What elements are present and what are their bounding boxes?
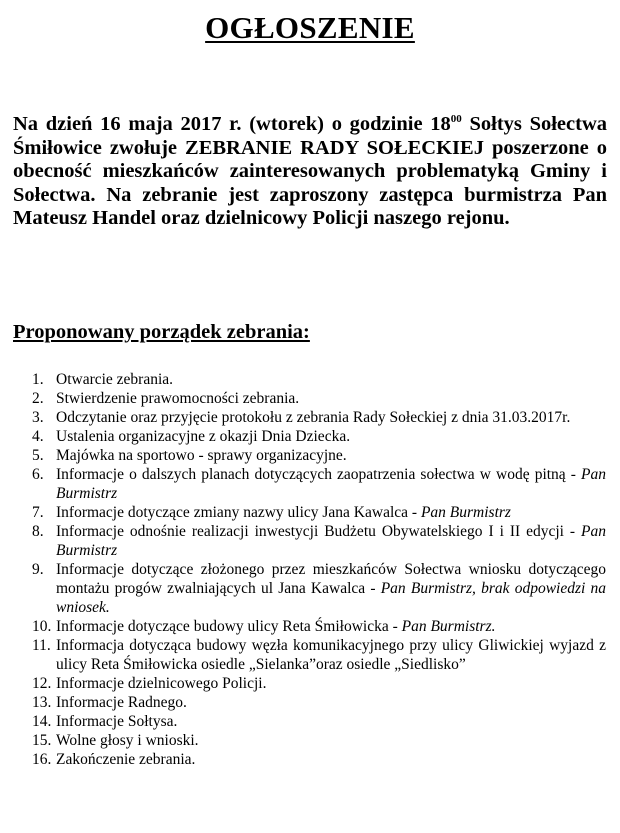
agenda-item-note: Pan Burmistrz xyxy=(56,466,606,502)
agenda-item-body xyxy=(56,617,606,636)
document-title: OGŁOSZENIE xyxy=(205,10,415,45)
agenda-item-number: 5. xyxy=(32,447,44,464)
agenda-item-body xyxy=(56,446,606,465)
agenda-item-body xyxy=(56,693,606,712)
agenda-item-body xyxy=(56,503,606,522)
agenda-item-number: 14. xyxy=(32,713,52,730)
agenda-item-body xyxy=(56,560,606,617)
agenda-item-text: Informacje dzielnicowego Policji. xyxy=(56,675,267,692)
agenda-item-number: 16. xyxy=(32,751,52,768)
agenda-item-text: Majówka na sportowo - sprawy organizacyjne. xyxy=(56,447,347,464)
agenda-item-body xyxy=(56,731,606,750)
intro-time-superscript: 00 xyxy=(450,113,462,125)
intro-convener-text: Sołtys Sołectwa Śmiłowice zwołuje xyxy=(13,113,608,159)
agenda-item xyxy=(32,636,606,674)
agenda-item-number: 15. xyxy=(32,732,52,749)
agenda-item-body xyxy=(56,636,606,674)
agenda-item-body xyxy=(56,750,606,769)
agenda-item-body xyxy=(56,389,606,408)
agenda-item-text: Informacja dotycząca budowy węzła komunikacyjnego przy ulicy Gliwickiej wyjazd z ulicy Reta Śmiłowicka osiedle „Sielanka”oraz osiedle „Siedlisko” xyxy=(56,637,606,673)
agenda-item xyxy=(32,693,606,712)
agenda-item-body xyxy=(56,370,606,389)
agenda-item-number: 10. xyxy=(32,618,52,635)
agenda-item xyxy=(32,522,606,560)
agenda-item-number: 3. xyxy=(32,409,44,426)
agenda-item xyxy=(32,750,606,769)
agenda-item-number: 1. xyxy=(32,371,44,388)
agenda-item xyxy=(32,617,606,636)
agenda-item-text: Informacje Sołtysa. xyxy=(56,713,178,730)
agenda-item-text: Informacje dotyczące złożonego przez mieszkańców Sołectwa wniosku dotyczącego montażu progów zwalniających ul Jana Kawalca - xyxy=(56,561,606,597)
agenda-item-note: Pan Burmistrz xyxy=(420,504,511,521)
agenda-item-note: Pan Burmistrz, brak odpowiedzi na wniosek. xyxy=(56,580,606,616)
agenda-list xyxy=(32,370,606,769)
agenda-item-body xyxy=(56,427,606,446)
agenda-item xyxy=(32,389,606,408)
agenda-item xyxy=(32,370,606,389)
agenda-item xyxy=(32,712,606,731)
agenda-item-body xyxy=(56,465,606,503)
agenda-item-number: 11. xyxy=(32,637,51,654)
agenda-item xyxy=(32,560,606,617)
agenda-item-text: Informacje dotyczące zmiany nazwy ulicy Jana Kawalca - xyxy=(56,504,421,521)
intro-rest-text: poszerzone o obecność mieszkańców zainteresowanych problematyką Gminy i Sołectwa. Na zebranie jest zaproszony zastępca burmistrza Pan Mateusz Handel oraz dzielnicowy Policji naszego rejonu. xyxy=(13,136,608,229)
agenda-item-text: Informacje o dalszych planach dotyczących zaopatrzenia sołectwa w wodę pitną - xyxy=(56,466,582,483)
agenda-item xyxy=(32,674,606,693)
agenda-item-number: 2. xyxy=(32,390,44,407)
agenda-item-text: Ustalenia organizacyjne z okazji Dnia Dziecka. xyxy=(56,428,351,445)
agenda-item-note: Pan Burmistrz xyxy=(56,523,606,559)
agenda-item-body xyxy=(56,674,606,693)
agenda-item xyxy=(32,408,606,427)
agenda-item-text: Informacje Radnego. xyxy=(56,694,187,711)
agenda-item-number: 8. xyxy=(32,523,44,540)
agenda-item-text: Otwarcie zebrania. xyxy=(56,371,174,388)
agenda-item-text: Odczytanie oraz przyjęcie protokołu z zebrania Rady Sołeckiej z dnia 31.03.2017r. xyxy=(56,409,571,426)
intro-paragraph xyxy=(13,113,607,231)
agenda-item xyxy=(32,503,606,522)
agenda-item-number: 9. xyxy=(32,561,44,578)
agenda-heading: Proponowany porządek zebrania: xyxy=(13,321,310,343)
agenda-item-number: 7. xyxy=(32,504,44,521)
agenda-item-text: Informacje odnośnie realizacji inwestycji Budżetu Obywatelskiego I i II edycji - xyxy=(56,523,582,540)
agenda-item xyxy=(32,731,606,750)
agenda-item-number: 6. xyxy=(32,466,44,483)
agenda-item-body xyxy=(56,712,606,731)
agenda-item-number: 12. xyxy=(32,675,52,692)
agenda-item xyxy=(32,446,606,465)
meeting-name: ZEBRANIE RADY SOŁECKIEJ xyxy=(185,136,484,159)
agenda-item-text: Stwierdzenie prawomocności zebrania. xyxy=(56,390,300,407)
agenda-item-number: 4. xyxy=(32,428,44,445)
agenda-item-body xyxy=(56,408,606,427)
agenda-item-text: Zakończenie zebrania. xyxy=(56,751,196,768)
agenda-item-text: Informacje dotyczące budowy ulicy Reta Śmiłowicka - xyxy=(56,618,402,635)
agenda-item xyxy=(32,465,606,503)
agenda-item-note: Pan Burmistrz. xyxy=(401,618,496,635)
agenda-item xyxy=(32,427,606,446)
agenda-item-body xyxy=(56,522,606,560)
agenda-item-text: Wolne głosy i wnioski. xyxy=(56,732,199,749)
agenda-item-number: 13. xyxy=(32,694,52,711)
intro-date-text: Na dzień 16 maja 2017 r. (wtorek) o godzinie 18 xyxy=(13,113,451,135)
